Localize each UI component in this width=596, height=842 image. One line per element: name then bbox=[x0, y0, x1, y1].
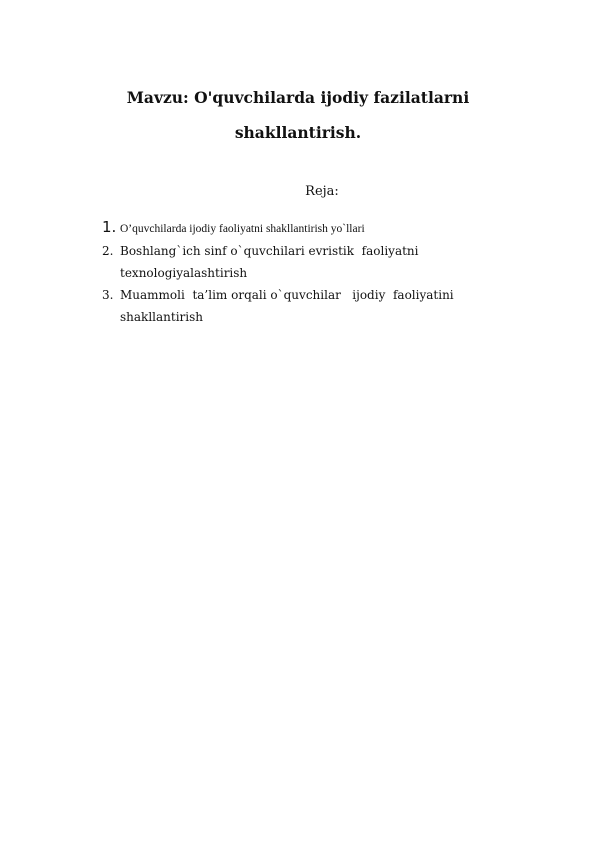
plan-item-text: Muammoli ta’lim orqali o`quvchilar ijodiy faoliyatini shakllantirish bbox=[120, 288, 458, 324]
plan-item-text: O’quvchilarda ijodiy faoliyatni shakllantirish yo`llari bbox=[120, 223, 365, 235]
plan-item-text: Boshlang`ich sinf o`quvchilari evristik faoliyatni texnologiyalashtirish bbox=[120, 244, 423, 280]
plan-heading: Reja: bbox=[305, 184, 339, 199]
plan-item bbox=[102, 217, 502, 240]
plan-item-number: 2. bbox=[102, 244, 114, 258]
plan-list bbox=[102, 217, 502, 328]
document-title-line-2: shakllantirish. bbox=[234, 123, 362, 142]
plan-item bbox=[102, 240, 502, 284]
plan-item-number: 1. bbox=[102, 218, 117, 236]
plan-item bbox=[102, 284, 502, 328]
plan-item-number: 3. bbox=[102, 288, 114, 302]
document-title-line-1: Mavzu: O'quvchilarda ijodiy fazilatlarni bbox=[126, 88, 470, 107]
